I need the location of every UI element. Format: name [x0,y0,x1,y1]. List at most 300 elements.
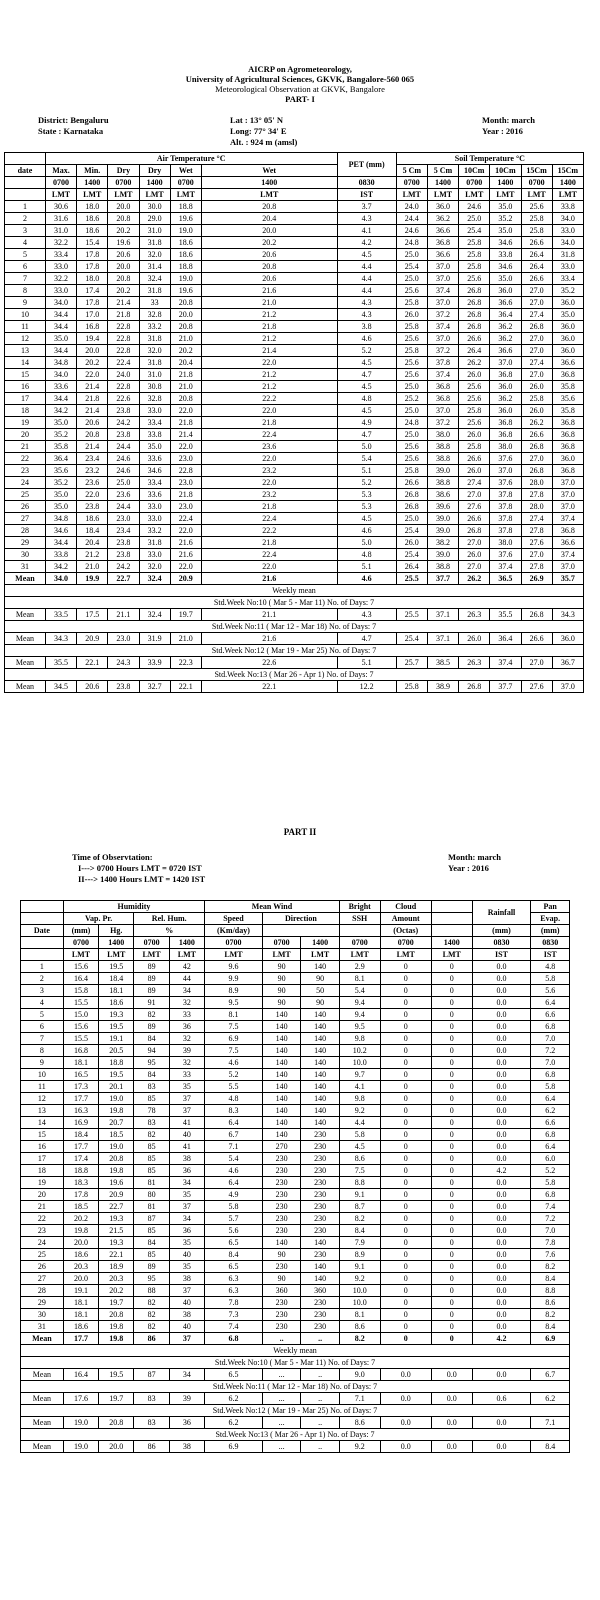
table-cell: 42 [169,961,204,973]
table-cell: 26.8 [459,321,490,333]
table-cell: 36.5 [490,573,521,585]
table-cell: 20.0 [63,1273,98,1285]
table-cell: 20.8 [99,1417,134,1429]
table-cell: 19.7 [99,1297,134,1309]
table-cell: 31.9 [139,633,170,645]
table-cell: 23.2 [201,489,337,501]
table-cell: Mean [5,573,46,585]
table-cell: 26.0 [459,369,490,381]
table-cell: 7.3 [205,1309,263,1321]
table-row [5,441,584,453]
table-cell: 26.2 [459,573,490,585]
table-cell: 33 [169,1069,204,1081]
table-cell: 37 [169,1093,204,1105]
table-cell: 0 [380,1117,431,1129]
table-cell: 26.4 [521,249,552,261]
table-cell: 21.2 [201,333,337,345]
table-cell: 39 [169,1393,204,1405]
table-cell: 0830 [472,937,531,949]
table-cell: 22.4 [201,429,337,441]
table-cell: 21.4 [170,429,201,441]
table-cell: 22.8 [108,381,139,393]
table-cell: 20.8 [108,213,139,225]
table-cell: 28.0 [521,477,552,489]
table-cell: 4.6 [205,1057,263,1069]
table-cell: 33 [169,1009,204,1021]
table-cell: 17.7 [63,1333,98,1345]
table-cell: 19.5 [99,961,134,973]
table-cell: 1400 [201,177,337,189]
table-cell: 0 [431,1249,472,1261]
table-cell: 19.8 [99,1105,134,1117]
table-cell: 32.2 [45,237,76,249]
table-cell: 25 [5,489,46,501]
table-cell: 140 [262,1081,301,1093]
column-times-row [21,937,570,949]
table-cell: 230 [301,1129,340,1141]
table-cell: 30.0 [139,201,170,213]
table-cell: 140 [301,1057,340,1069]
month-label-2: Month: march [448,852,501,862]
table-cell: 0.0 [472,997,531,1009]
table-cell: 8.9 [205,985,263,997]
table-cell: 230 [262,1165,301,1177]
table-cell: 34.0 [45,369,76,381]
table-cell: 26.0 [521,381,552,393]
table-cell: 26.8 [521,465,552,477]
table-cell: IST [531,949,570,961]
table-cell: 8.4 [205,1249,263,1261]
table-cell: 6 [5,261,46,273]
table-cell: LMT [201,189,337,201]
table-cell: 25.6 [396,333,427,345]
table-cell: 25.8 [459,261,490,273]
table-cell: 17 [21,1153,64,1165]
table-cell: 25.2 [396,393,427,405]
table-cell: 0 [380,973,431,985]
table-cell: 33.0 [139,549,170,561]
obs-time-2: II---> 1400 Hours LMT = 1420 IST [78,874,206,884]
table-cell: 34.2 [45,561,76,573]
table-cell: 35.5 [45,657,76,669]
table-cell: 0 [431,1237,472,1249]
table-cell: 90 [262,1249,301,1261]
table-cell: 26.8 [521,321,552,333]
table-row [21,1237,570,1249]
table-cell: 95 [134,1273,169,1285]
table-cell: Mean [21,1393,64,1405]
table-cell: 17.4 [63,1153,98,1165]
table-row [5,213,584,225]
table-cell: 15.0 [63,1009,98,1021]
table-cell: 0 [380,1333,431,1345]
table-row [5,381,584,393]
table-cell: 23.4 [108,525,139,537]
table-cell: 39.0 [427,465,458,477]
table-cell: 19.5 [99,1069,134,1081]
table-cell: 23.2 [201,465,337,477]
table-cell: ... [262,1369,301,1381]
table-cell: 0.0 [472,1177,531,1189]
weekly-mean-title [5,585,584,597]
table-cell: 26.6 [396,477,427,489]
table-cell: 0.0 [472,1105,531,1117]
table-cell: 140 [301,1009,340,1021]
table-cell: 5.1 [337,465,396,477]
table-cell: 20.8 [77,429,108,441]
table-cell: 17.7 [63,1141,98,1153]
table-cell: 7.1 [339,1393,380,1405]
table-row [5,501,584,513]
table-cell: 9.2 [339,1273,380,1285]
table-cell: 6.7 [205,1129,263,1141]
table-cell: 5.5 [205,1081,263,1093]
table-cell: 0 [431,1105,472,1117]
std-week-label-label: Std.Week No:11 ( Mar 12 - Mar 18) No. of Days: 7 [5,621,584,633]
table-cell: 37.0 [427,297,458,309]
table-row [21,1117,570,1129]
table-cell: 36.6 [427,225,458,237]
table-cell: 8.9 [339,1249,380,1261]
table-cell: 5.3 [337,489,396,501]
table-cell: 35.7 [552,573,583,585]
column-names-row [5,165,584,177]
period-info [482,115,535,137]
table-cell: 36.0 [552,633,583,645]
table-cell: 230 [262,1177,301,1189]
std-week-label [5,669,584,681]
table-cell: 32.0 [139,345,170,357]
table-cell: 4.5 [337,513,396,525]
table-cell: 6.2 [531,1393,570,1405]
table-cell: 35 [169,1261,204,1273]
period-info-2 [448,852,501,874]
table-cell: LMT [108,189,139,201]
table-cell: 37.8 [490,489,521,501]
table-cell: 4 [5,237,46,249]
table-cell: 0 [431,1153,472,1165]
table-cell: LMT [490,189,521,201]
table-cell: 91 [134,997,169,1009]
table-row [21,1141,570,1153]
table-cell: LMT [77,189,108,201]
table-cell: 15.5 [63,1033,98,1045]
table-cell: 10.0 [339,1057,380,1069]
table-cell: 0.0 [472,1417,531,1429]
table-cell: 32 [169,1057,204,1069]
table-cell: 21.2 [77,549,108,561]
table-cell: 25.8 [521,213,552,225]
std-week-label-label: Std.Week No:13 ( Mar 26 - Apr 1) No. of Days: 7 [5,669,584,681]
table-cell: 6.7 [531,1369,570,1381]
table-cell: 360 [262,1285,301,1297]
table-cell: 21.8 [170,489,201,501]
table-row [5,273,584,285]
table-cell: 26.8 [521,441,552,453]
table-cell: 8.6 [339,1321,380,1333]
table-cell: ... [262,1417,301,1429]
table-cell: LMT [427,189,458,201]
air-temperature-header: Air Temperature °C [45,153,337,165]
table-cell: 6.3 [205,1285,263,1297]
table-cell: 20.0 [63,1237,98,1249]
location-info [38,115,109,137]
table-cell: 230 [301,1189,340,1201]
column-header: Wet [170,165,201,177]
table-row [21,961,570,973]
table-row [21,1249,570,1261]
table-cell: 0 [380,1057,431,1069]
table-cell: 35 [169,1189,204,1201]
table-cell: 33.8 [490,249,521,261]
table-cell: 140 [262,1045,301,1057]
table-cell: 230 [262,1201,301,1213]
table-cell: 38 [169,1441,204,1453]
table-cell: 140 [262,1237,301,1249]
table-cell: 16.3 [63,1105,98,1117]
table-cell: 18.0 [77,273,108,285]
table-cell: 31.8 [139,333,170,345]
table-cell: 22.0 [201,357,337,369]
weekly-mean-row [5,681,584,693]
table-cell: 25.5 [396,609,427,621]
table-cell: 4.4 [337,285,396,297]
table-cell: 35.0 [45,489,76,501]
table-cell: 84 [134,1069,169,1081]
table-row [21,1321,570,1333]
table-cell: 0 [431,1321,472,1333]
table-cell: 37.4 [490,561,521,573]
table-cell: 4.6 [337,525,396,537]
table-row [5,477,584,489]
table-cell: 37.4 [427,321,458,333]
table-cell: 82 [134,1009,169,1021]
table-cell: 9.1 [339,1189,380,1201]
table-cell: 31 [21,1321,64,1333]
table-cell: 4.7 [337,369,396,381]
std-week-label-label: Std.Week No:12 ( Mar 19 - Mar 25) No. of Days: 7 [5,645,584,657]
table-cell: 84 [134,1033,169,1045]
table-cell: 30.8 [139,381,170,393]
table-cell: 25.8 [459,405,490,417]
table-cell: 6.4 [205,1117,263,1129]
table-cell: 22.3 [170,657,201,669]
table-cell: 29 [5,537,46,549]
std-week-label-label: Std.Week No:10 ( Mar 5 - Mar 11) No. of Days: 7 [5,597,584,609]
table-cell: LMT [339,949,380,961]
table-cell: 33.6 [139,489,170,501]
table-cell: 27.0 [521,657,552,669]
table-cell: 33.0 [45,285,76,297]
table-cell: 37.2 [427,309,458,321]
table-cell: 20.3 [99,1273,134,1285]
date-header: Date [21,925,64,937]
table-cell: 18 [21,1165,64,1177]
table-cell: 22.7 [99,1201,134,1213]
table-cell: 27.0 [521,549,552,561]
table-cell: 36.8 [552,465,583,477]
table-cell: 26.0 [396,537,427,549]
table-cell: 5.8 [531,973,570,985]
table-cell: 36.8 [552,369,583,381]
table-cell: 37.4 [427,369,458,381]
table-cell: 20.8 [99,1153,134,1165]
table-cell: 20.9 [170,573,201,585]
table-cell: 4.5 [337,381,396,393]
table-cell: 8.2 [531,1261,570,1273]
table-cell: 6.9 [205,1441,263,1453]
table-cell [5,177,46,189]
pet-header: PET (mm) [337,153,396,177]
table-cell: 230 [262,1225,301,1237]
table-cell: 4.5 [337,405,396,417]
table-cell: 18.5 [63,1201,98,1213]
table-cell: 12 [21,1093,64,1105]
table-cell: 89 [134,1261,169,1273]
table-cell: 32.2 [45,273,76,285]
table-cell: 38.8 [427,561,458,573]
table-cell: 25.8 [396,345,427,357]
table-cell: 0 [431,1033,472,1045]
table-cell: 0.0 [472,1141,531,1153]
rel-hum-header: Rel. Hum. [134,913,205,925]
table-cell: 5.2 [337,345,396,357]
table-cell: 21.8 [170,369,201,381]
table-cell: 5.0 [337,537,396,549]
table-cell: 36.6 [490,345,521,357]
table-cell: 20.4 [77,537,108,549]
table-cell: 140 [262,1105,301,1117]
table-cell: 82 [134,1129,169,1141]
table-cell: 0.0 [472,1033,531,1045]
table-cell: 230 [262,1297,301,1309]
alt-label: Alt. : 924 m (amsl) [230,137,298,147]
table-cell: 41 [169,1117,204,1129]
amount-header: Amount [380,913,431,925]
table-cell: 32.4 [139,609,170,621]
table-cell: 5 [5,249,46,261]
table-cell: 0700 [134,937,169,949]
table-cell: 19.8 [99,1321,134,1333]
table-cell: 36.6 [552,537,583,549]
table-cell: 0 [431,1285,472,1297]
table-cell: 16 [21,1141,64,1153]
table-cell: 19.8 [99,1333,134,1345]
table-cell: 20.0 [170,309,201,321]
table-cell: 0700 [521,177,552,189]
table-cell: 9.8 [339,1033,380,1045]
table-cell: 89 [134,1021,169,1033]
part1-table [4,152,584,693]
table-cell: 32.4 [139,273,170,285]
table-cell: 36.8 [490,369,521,381]
table-cell: 36.8 [552,417,583,429]
table-cell: 20.1 [99,1081,134,1093]
std-week-label-label: Std.Week No:13 ( Mar 26 - Apr 1) No. of Days: 7 [21,1429,570,1441]
table-row [5,249,584,261]
table-cell: 36.8 [427,381,458,393]
table-cell: 16.8 [63,1045,98,1057]
table-cell: 18.9 [99,1261,134,1273]
table-cell: 140 [301,961,340,973]
table-cell: 25.8 [521,393,552,405]
table-cell: 36.0 [552,453,583,465]
table-cell: 23.0 [108,513,139,525]
table-cell: 37.4 [552,513,583,525]
table-cell: 0 [380,961,431,973]
table-cell: 5.4 [205,1153,263,1165]
table-cell: 8.7 [339,1201,380,1213]
table-cell: 24.4 [108,501,139,513]
table-cell: 32.4 [139,573,170,585]
table-cell: 4.3 [337,297,396,309]
table-cell: 27.8 [521,561,552,573]
table-cell: 8.6 [339,1417,380,1429]
table-cell: 1400 [301,937,340,949]
table-cell: 4.2 [472,1165,531,1177]
table-cell: 21.8 [201,537,337,549]
weekly-mean-row [21,1417,570,1429]
rainfall-header: Rainfall [472,901,531,925]
table-cell: 35 [169,1081,204,1093]
table-cell: 35.0 [139,441,170,453]
table-cell: 0830 [337,177,396,189]
table-cell: 18.4 [63,1129,98,1141]
obs-time-1: I---> 0700 Hours LMT = 0720 IST [78,863,202,873]
table-cell: 36.2 [490,321,521,333]
table-cell: 140 [301,1237,340,1249]
table-cell: 6.5 [205,1237,263,1249]
table-cell: 230 [301,1309,340,1321]
table-cell [21,949,64,961]
table-cell: 26.2 [459,357,490,369]
table-row [21,1045,570,1057]
table-cell: 38 [169,1273,204,1285]
table-cell: 0 [380,1237,431,1249]
table-cell: LMT [521,189,552,201]
column-units-row [21,949,570,961]
table-cell: 3 [21,985,64,997]
table-cell: 230 [301,1177,340,1189]
table-row [21,973,570,985]
table-cell: 10.0 [339,1297,380,1309]
table-cell: 83 [134,1393,169,1405]
table-cell: 39 [169,1045,204,1057]
table-cell: 40 [169,1321,204,1333]
table-row [21,1069,570,1081]
table-cell: 83 [134,1417,169,1429]
table-cell: 4.2 [337,237,396,249]
table-cell: 3.7 [337,201,396,213]
table-cell: 21 [21,1201,64,1213]
table-cell: 26.8 [459,525,490,537]
table-cell: 31.8 [139,537,170,549]
table-cell: 4.5 [337,249,396,261]
table-cell: 25.6 [459,273,490,285]
table-cell: 25.8 [459,249,490,261]
table-cell: 17.3 [63,1081,98,1093]
table-cell: 22.0 [77,369,108,381]
table-cell: 25.6 [396,453,427,465]
table-cell: 35.2 [490,213,521,225]
table-cell: 8.2 [339,1213,380,1225]
table-cell: 0.0 [380,1417,431,1429]
table-cell: 18.6 [170,249,201,261]
table-cell: 18.8 [170,261,201,273]
table-cell: 35.8 [552,405,583,417]
table-cell: 0 [380,1189,431,1201]
table-cell: 0 [380,1021,431,1033]
